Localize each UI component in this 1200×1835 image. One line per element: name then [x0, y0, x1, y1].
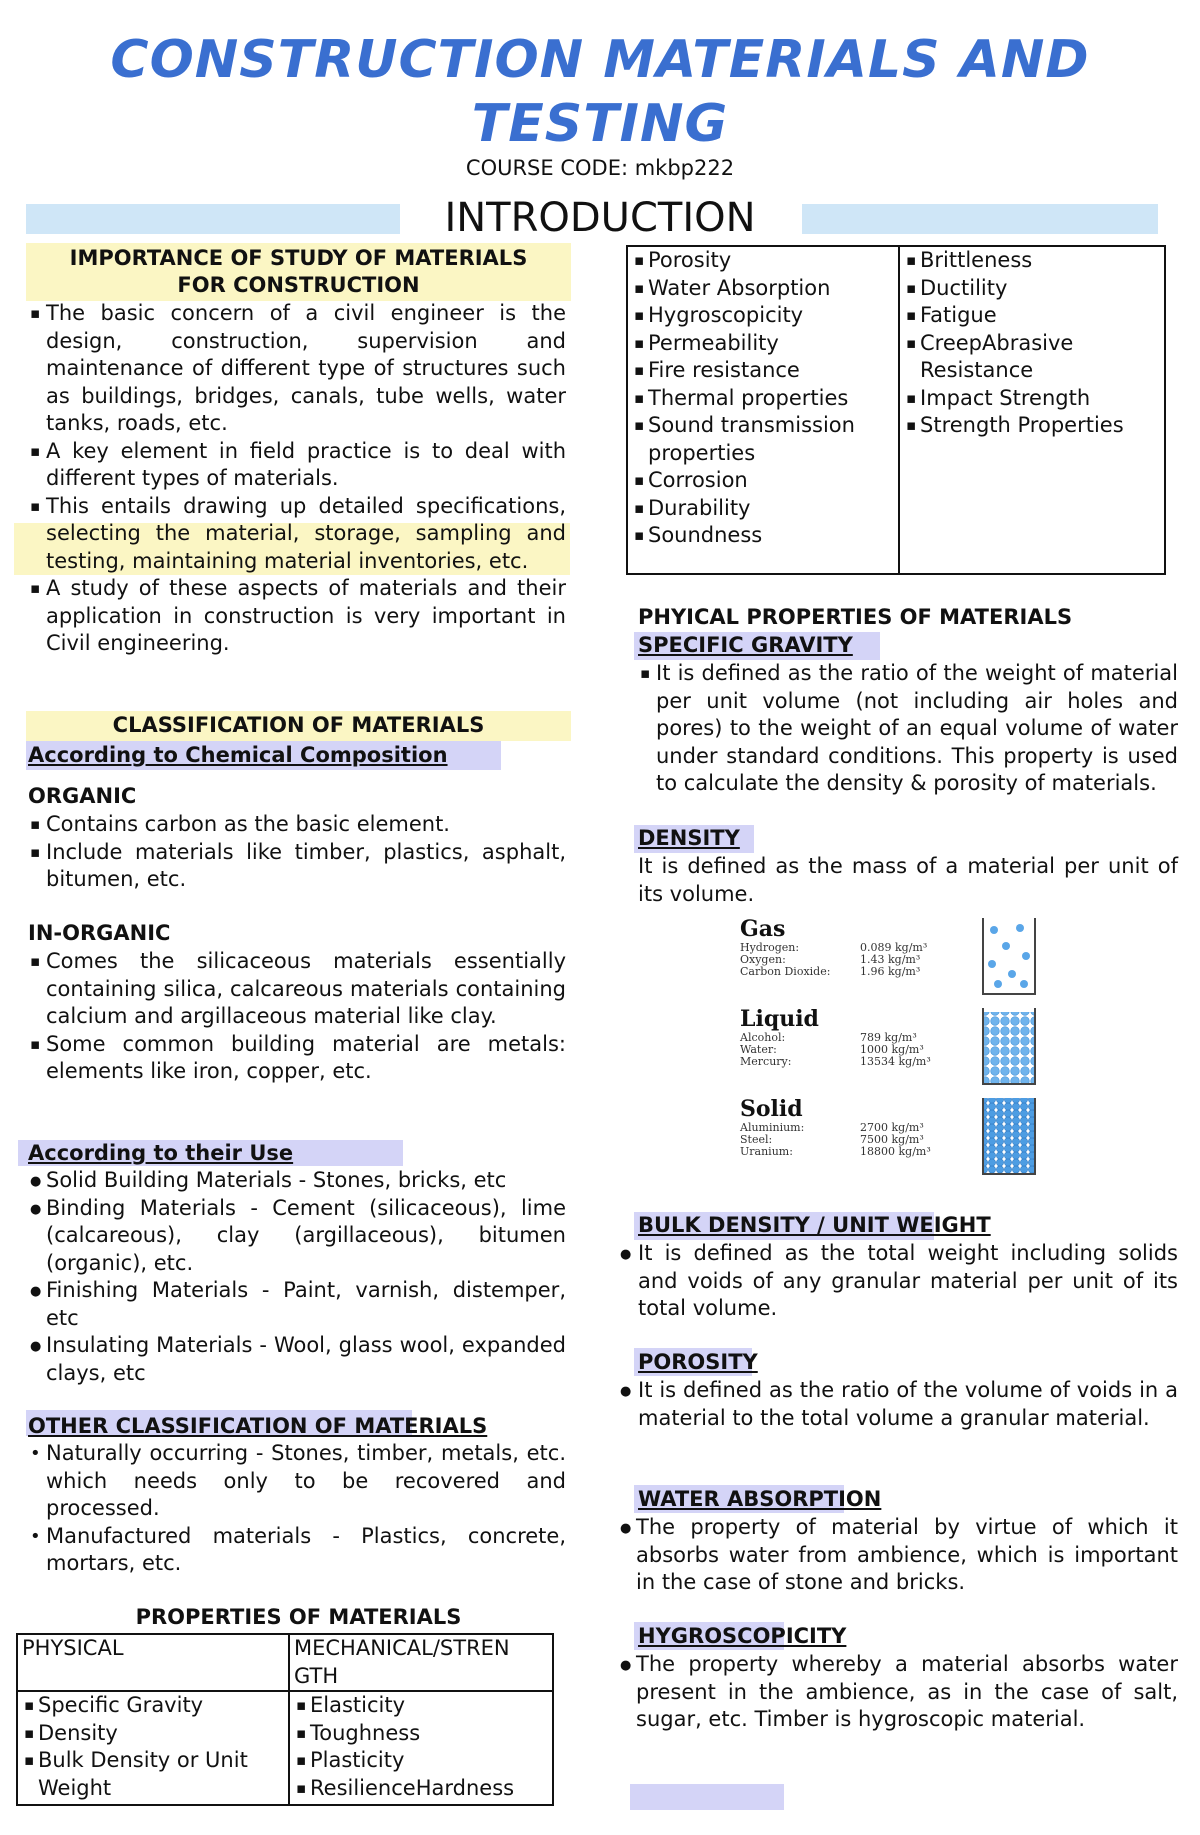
classification-heading: CLASSIFICATION OF MATERIALS	[112, 713, 485, 737]
gas-block	[740, 916, 960, 978]
bulk-heading: BULK DENSITY / UNIT WEIGHT	[638, 1213, 991, 1237]
physical-props-heading: PHYICAL PROPERTIES OF MATERIALS	[638, 605, 1073, 629]
list-item: ● Insulating Materials - Wool, glass wool, expanded clays, etc	[28, 1332, 566, 1387]
list-item: ▪ Toughness	[294, 1720, 548, 1748]
list-item: ● The property of material by virtue of which it absorbs water from ambience, which is important in the case of stone and bricks.	[618, 1514, 1178, 1597]
list-item: ▪ A study of these aspects of materials and their application in construction is very important in Civil engineering.	[28, 575, 566, 658]
water-list	[618, 1514, 1178, 1597]
gas-beaker-icon	[980, 916, 1038, 998]
gas-label: Gas	[740, 916, 786, 942]
list-item: ▪ The basic concern of a civil engineer is the design, construction, supervision and maintenance of different type of structures such as buildings, bridges, canals, tube wells, water tanks, roads, etc.	[28, 300, 566, 438]
list-item: ▪ This entails drawing up detailed specifications, selecting the material, storage, sampling and testing, maintaining material inventories, etc.	[28, 493, 566, 576]
physical-cell	[17, 1691, 289, 1805]
list-item: ▪ Thermal properties	[632, 385, 894, 413]
list-item: ● Finishing Materials - Paint, varnish, distemper, etc	[28, 1277, 566, 1332]
properties-table-1	[16, 1633, 554, 1806]
chemical-heading: According to Chemical Composition	[28, 743, 448, 767]
use-list	[28, 1167, 566, 1387]
list-item: ▪ Bulk Density or Unit Weight	[22, 1747, 284, 1802]
list-item: ▪ Ductility	[904, 275, 1160, 303]
gas-row: Carbon Dioxide: 1.96 kg/m³	[740, 965, 921, 978]
solid-beaker-icon	[980, 1096, 1038, 1178]
solid-row: Uranium: 18800 kg/m³	[740, 1145, 931, 1158]
list-item: ▪ Some common building material are metals: elements like iron, copper, etc.	[28, 1031, 566, 1086]
liquid-label: Liquid	[740, 1006, 819, 1032]
hygro-list	[618, 1651, 1178, 1734]
course-code: COURSE CODE: mkbp222	[465, 156, 735, 180]
solid-block	[740, 1096, 960, 1158]
gas-row: Hydrogen: 0.089 kg/m³	[740, 941, 928, 954]
list-item: ▪ Elasticity	[294, 1692, 548, 1720]
hygro-heading: HYGROSCOPICITY	[638, 1624, 847, 1648]
list-item: ▪ A key element in field practice is to deal with different types of materials.	[28, 438, 566, 493]
list-item: • Manufactured materials - Plastics, concrete, mortars, etc.	[28, 1523, 566, 1578]
list-item: ▪ Density	[22, 1720, 284, 1748]
document-title: CONSTRUCTION MATERIALS AND TESTING	[110, 30, 1090, 154]
bulk-list	[618, 1240, 1178, 1323]
sg-heading: SPECIFIC GRAVITY	[638, 633, 853, 657]
list-item: ▪ Include materials like timber, plastics, asphalt, bitumen, etc.	[28, 839, 566, 894]
list-item: ▪ Soundness	[632, 522, 894, 550]
sg-list	[638, 660, 1178, 798]
list-item: ▪ Plasticity	[294, 1747, 548, 1775]
list-item: ▪ Hygroscopicity	[632, 302, 894, 330]
list-item: ▪ Fire resistance	[632, 357, 894, 385]
list-item: ▪ ResilienceHardness	[294, 1775, 548, 1803]
list-item: ▪ Water Absorption	[632, 275, 894, 303]
mechanical-more-cell	[899, 246, 1165, 574]
list-item: • Naturally occurring - Stones, timber, metals, etc. which needs only to be recovered and processed.	[28, 1440, 566, 1523]
inorganic-list	[28, 948, 566, 1086]
list-item: ▪ It is defined as the ratio of the weight of material per unit volume (not including air holes and pores) to the weight of an equal volume of water under standard conditions. This property is used to calculate the density & porosity of materials.	[638, 660, 1178, 798]
liquid-block	[740, 1006, 960, 1068]
liquid-row: Alcohol: 789 kg/m³	[740, 1031, 917, 1044]
list-item: ▪ CreepAbrasive Resistance	[904, 330, 1160, 385]
list-item: ▪ Permeability	[632, 330, 894, 358]
importance-heading: IMPORTANCE OF STUDY OF MATERIALS FOR CONSTRUCTION	[69, 246, 528, 297]
mechanical-column-header: MECHANICAL/STREN GTH	[289, 1634, 553, 1691]
list-item: ● Solid Building Materials - Stones, bricks, etc	[28, 1167, 566, 1195]
organic-list	[28, 811, 566, 894]
list-item: ▪ Fatigue	[904, 302, 1160, 330]
list-item: ▪ Porosity	[632, 247, 894, 275]
liquid-beaker-icon	[980, 1006, 1038, 1088]
solid-label: Solid	[740, 1096, 803, 1122]
liquid-row: Mercury: 13534 kg/m³	[740, 1055, 931, 1068]
other-list	[28, 1440, 566, 1578]
list-item: ▪ Comes the silicaceous materials essentially containing silica, calcareous materials containing calcium and argillaceous material like clay.	[28, 948, 566, 1031]
bottom-highlight	[630, 1784, 784, 1810]
inorganic-heading: IN-ORGANIC	[28, 921, 171, 945]
liquid-row: Water: 1000 kg/m³	[740, 1043, 924, 1056]
list-item: ▪ Durability	[632, 495, 894, 523]
density-heading: DENSITY	[638, 826, 740, 850]
properties-table-2	[626, 245, 1166, 575]
importance-list	[28, 300, 566, 658]
list-item: ● The property whereby a material absorbs water present in the ambience, as in the case of salt, sugar, etc. Timber is hygroscopic material.	[618, 1651, 1178, 1734]
gas-row: Oxygen: 1.43 kg/m³	[740, 953, 921, 966]
list-item: ▪ Strength Properties	[904, 412, 1160, 440]
list-item: ▪ Contains carbon as the basic element.	[28, 811, 566, 839]
list-item: ▪ Brittleness	[904, 247, 1160, 275]
organic-heading: ORGANIC	[28, 784, 137, 808]
list-item: ▪ Specific Gravity	[22, 1692, 284, 1720]
list-item: ● It is defined as the ratio of the volume of voids in a material to the total volume a granular material.	[618, 1377, 1178, 1432]
physical-more-cell	[627, 246, 899, 574]
density-figure	[740, 916, 1040, 1176]
use-heading: According to their Use	[28, 1141, 294, 1165]
mechanical-cell	[289, 1691, 553, 1805]
list-item: ● It is defined as the total weight including solids and voids of any granular material per unit of its total volume.	[618, 1240, 1178, 1323]
physical-column-header: PHYSICAL	[17, 1634, 289, 1691]
solid-row: Steel: 7500 kg/m³	[740, 1133, 924, 1146]
density-text: It is defined as the mass of a material per unit of its volume.	[638, 854, 1178, 906]
section-title: INTRODUCTION	[444, 195, 756, 241]
list-item: ▪ Sound transmission properties	[632, 412, 894, 467]
other-heading: OTHER CLASSIFICATION OF MATERIALS	[28, 1414, 488, 1438]
water-heading: WATER ABSORPTION	[638, 1487, 882, 1511]
porosity-heading: POROSITY	[638, 1350, 758, 1374]
properties-heading: PROPERTIES OF MATERIALS	[135, 1605, 462, 1629]
list-item: ● Binding Materials - Cement (silicaceous), lime (calcareous), clay (argillaceous), bitumen (organic), etc.	[28, 1195, 566, 1278]
list-item: ▪ Impact Strength	[904, 385, 1160, 413]
solid-row: Aluminium: 2700 kg/m³	[740, 1121, 924, 1134]
list-item: ▪ Corrosion	[632, 467, 894, 495]
porosity-list	[618, 1377, 1178, 1432]
